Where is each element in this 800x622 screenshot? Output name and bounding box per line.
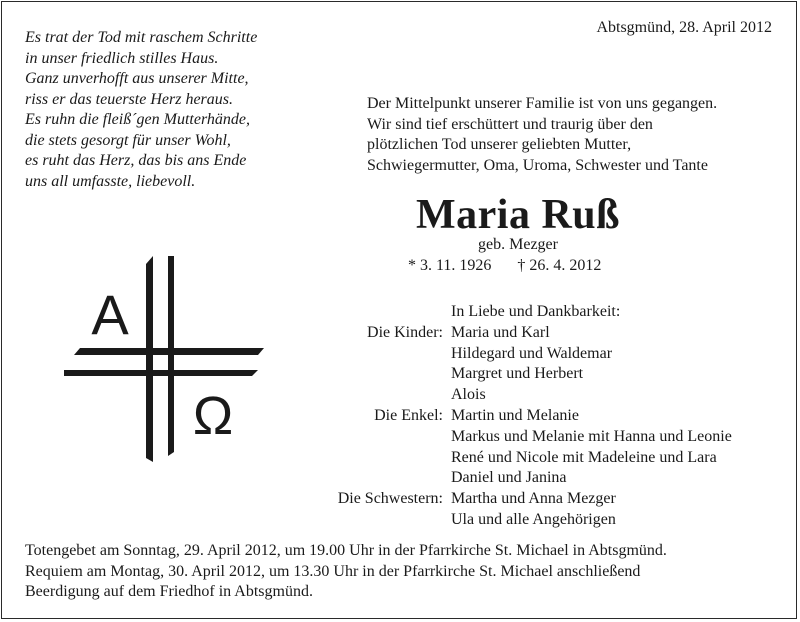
place-date: Abtsgmünd, 28. April 2012 — [596, 19, 772, 36]
announcement — [367, 94, 717, 176]
mourner-group-label — [0, 344, 443, 365]
mourner-names: Hildegard und Waldemar — [451, 344, 613, 362]
mourner-names: Markus und Melanie mit Hanna und Leonie — [451, 427, 732, 445]
mourner-names: Martha und Anna Mezger — [451, 490, 616, 508]
mourner-group-label — [0, 364, 443, 385]
deceased-name: Maria Ruß — [416, 192, 620, 238]
service-line: Requiem am Montag, 30. April 2012, um 13.30 Uhr in der Pfarrkirche St. Michael anschließend — [25, 562, 641, 580]
mourner-row — [0, 427, 732, 448]
announcement-line: plötzlichen Tod unserer geliebten Mutter, — [367, 136, 632, 153]
poem-line: die stets gesorgt für unser Wohl, — [25, 131, 231, 149]
life-dates — [408, 257, 601, 275]
mourner-group-label — [0, 468, 443, 489]
alpha-symbol: A — [91, 283, 129, 346]
poem-line: es ruht das Herz, das bis ans Ende — [25, 152, 247, 169]
mourner-names: In Liebe und Dankbarkeit: — [451, 303, 621, 320]
poem-line: uns all umfasste, liebevoll. — [25, 172, 196, 190]
service-details — [25, 541, 667, 603]
mourner-names: Martin und Melanie — [451, 406, 579, 424]
poem — [25, 28, 257, 192]
omega-symbol: Ω — [192, 386, 234, 446]
birth-date: * 3. 11. 1926 — [408, 257, 492, 274]
mourner-row — [0, 344, 732, 365]
mourners-list — [0, 302, 732, 531]
poem-line: Es trat der Tod mit raschem Schritte — [25, 29, 258, 46]
service-line: Totengebet am Sonntag, 29. April 2012, um 19.00 Uhr in der Pfarrkirche St. Michael in Abtsgmünd. — [25, 542, 667, 559]
mourner-names: René und Nicole mit Madeleine und Lara — [451, 448, 717, 466]
mourner-group-label: Die Enkel: — [374, 406, 443, 424]
poem-line: Ganz unverhofft aus unserer Mitte, — [25, 70, 249, 87]
mourner-row — [0, 468, 732, 489]
announcement-line: Wir sind tief erschüttert und traurig über den — [367, 115, 653, 133]
poem-line: riss er das teuerste Herz heraus. — [25, 90, 233, 108]
mourner-group-label — [0, 448, 443, 469]
mourner-row — [0, 385, 732, 406]
mourner-group-label: Die Schwestern: — [337, 490, 443, 508]
poem-line: in unser friedlich stilles Haus. — [25, 49, 219, 67]
mourner-row — [0, 510, 732, 531]
mourner-group-label: Die Kinder: — [367, 323, 443, 341]
mourner-row — [0, 302, 732, 323]
mourner-names: Margret und Herbert — [451, 365, 584, 383]
poem-line: Es ruhn die fleiß´gen Mutterhände, — [25, 111, 250, 128]
mourner-names: Ula und alle Angehörigen — [451, 510, 616, 528]
mourner-group-label — [0, 427, 443, 448]
announcement-line: Der Mittelpunkt unserer Familie ist von uns gegangen. — [367, 95, 718, 112]
born-name: geb. Mezger — [478, 236, 558, 253]
mourner-row — [0, 406, 732, 427]
mourner-group-label — [0, 302, 443, 323]
mourner-group-label — [0, 385, 443, 406]
announcement-line: Schwiegermutter, Oma, Uroma, Schwester und Tante — [367, 156, 708, 174]
death-date: † 26. 4. 2012 — [517, 257, 602, 274]
mourner-row — [0, 364, 732, 385]
mourner-group-label — [0, 510, 443, 531]
mourner-row — [0, 448, 732, 469]
mourner-names: Daniel und Janina — [451, 469, 567, 487]
mourner-names: Alois — [451, 386, 486, 404]
mourner-row — [0, 489, 732, 510]
mourner-names: Maria und Karl — [451, 323, 550, 341]
service-line: Beerdigung auf dem Friedhof in Abtsgmünd. — [25, 583, 313, 600]
mourner-row — [0, 323, 732, 344]
